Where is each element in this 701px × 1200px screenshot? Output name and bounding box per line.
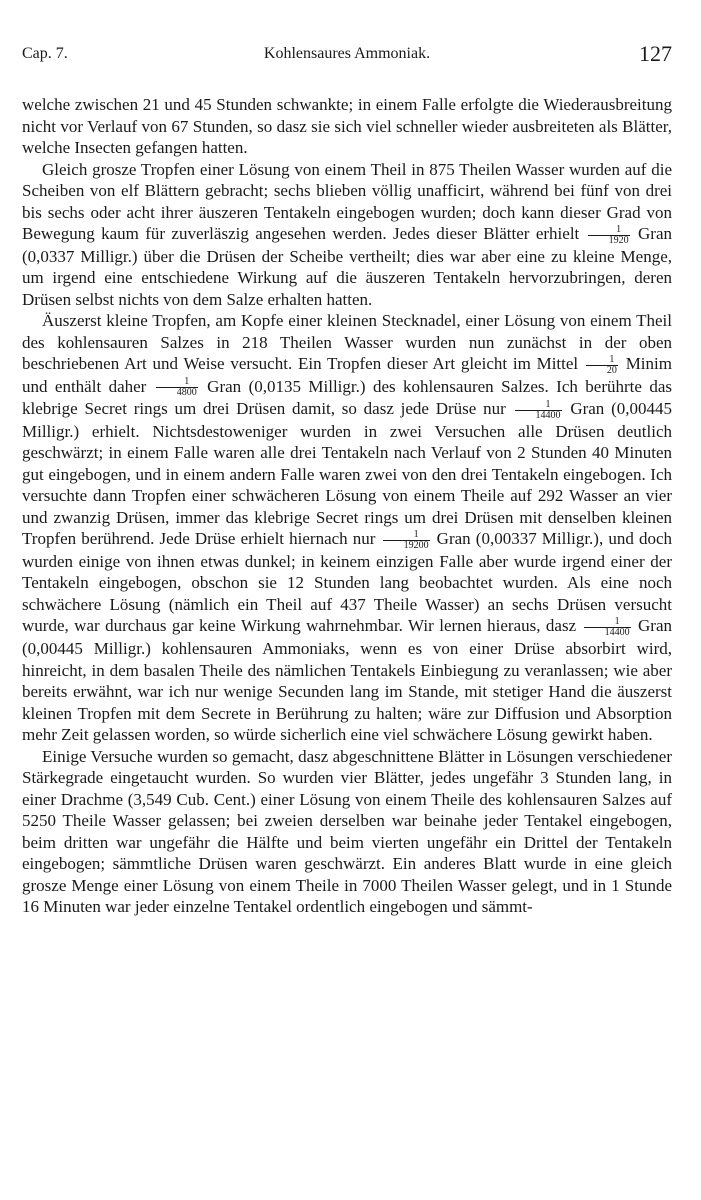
text-run: Gran (0,00445 Milligr.) kohlensauren Ammoniaks, wenn es von einer Drüse absorbirt wird, hinreicht, in dem basalen Theile des nämlichen Tentakels Einbiegung zu veranlassen; wie aber bereits erwähnt, war ich nur wenige Secunden lang im Stande, mit stetiger Hand die äuszerst kleinen Tropfen mit dem Secrete in Berührung zu halten; wäre zur Diffusion und Absorption mehr Zeit gelassen worden, so würde sicherlich eine viel schwächere Lösung gewirkt haben. <box>22 616 672 745</box>
text-run: Gran (0,00445 Milligr.) erhielt. Nichtsdestoweniger wurden in zwei Versuchen alle Drüsen deutlich geschwärzt; in einem Falle waren alle drei Tentakeln nach Verlauf von 2 Stunden 40 Minuten gut eingebogen, und in einem andern Falle waren zwei von den drei Tentakeln eingebogen. Ich versuchte dann Tropfen einer schwächeren Lösung von einem Theile auf 292 Wasser an vier und zwanzig Drüsen, immer das klebrige Secret rings um drei Drüsen mit denselben kleinen Tropfen berührend. Jede Drüse erhielt hiernach nur <box>22 399 672 549</box>
fraction-denominator: 14400 <box>535 409 561 421</box>
page-number: 127 <box>639 41 672 66</box>
running-header <box>22 38 672 70</box>
fraction-numerator: 1 <box>515 400 562 411</box>
fraction-numerator: 1 <box>588 225 630 236</box>
fraction-denominator: 14400 <box>604 627 630 639</box>
paragraph <box>22 159 672 311</box>
text-run: Minim und enthält daher <box>22 354 672 396</box>
fraction-numerator: 1 <box>586 355 618 366</box>
paragraph <box>22 94 672 159</box>
chapter-label: Cap. 7. <box>22 45 68 62</box>
fraction-numerator: 1 <box>383 530 430 541</box>
text-run: Einige Versuche wurden so gemacht, dasz abgeschnittene Blätter in Lösungen verschiedener Stärkegrade eingetaucht wurden. So wurden vier Blätter, jedes ungefähr 3 Stunden lang, in einer Drachme (3,549 Cub. Cent.) einer Lösung von einem Theile des kohlensauren Salzes auf 5250 Theile Wasser gelassen; bei zweien derselben war beinahe jeder Tentakel eingebogen, beim dritten war ungefähr die Hälfte und beim vierten ungefähr ein Drittel der Tentakeln eingebogen; sämmtliche Drüsen waren geschwärzt. Ein anderes Blatt wurde in eine gleich grosze Menge einer Lösung von einem Theile in 7000 Theilen Wasser gelegt, und in 1 Stunde 16 Minuten war jeder einzelne Tentakel ordentlich eingebogen und sämmt- <box>22 746 672 917</box>
fraction <box>156 377 198 398</box>
text-run: Gran (0,0337 Milligr.) über die Drüsen der Scheibe vertheilt; dies war aber eine zu kleine Menge, um irgend eine entschiedene Wirkung auf die äuszeren Tentakeln hervorzubringen, deren Drüsen selbst nichts von dem Salze erhalten hatten. <box>22 224 673 309</box>
text-run: welche zwischen 21 und 45 Stunden schwankte; in einem Falle erfolgte die Wiederausbreitung nicht vor Verlauf von 67 Stunden, so dasz sie sich viel schneller wieder ausbreiteten als Blätter, welche Insecten gefangen hatten. <box>22 95 672 157</box>
text-run: Gleich grosze Tropfen einer Lösung von einem Theil in 875 Theilen Wasser wurden auf die Scheiben von elf Blättern gebracht; sechs blieben völlig unafficirt, während bei fünf von drei bis sechs oder acht ihrer äuszeren Tentakeln eingebogen wurden; doch kann dieser Grad von Bewegung kaum für zuverläszig angesehen werden. Jedes dieser Blätter erhielt <box>22 159 672 243</box>
fraction-denominator: 19200 <box>403 539 429 551</box>
fraction-denominator: 1920 <box>608 234 629 246</box>
running-title: Kohlensaures Ammoniak. <box>263 45 431 62</box>
paragraph <box>22 746 672 918</box>
text-run: Gran (0,0135 Milligr.) des kohlensauren Salzes. Ich berührte das klebrige Secret rings um drei Drüsen damit, so dasz jede Drüse nur <box>22 376 672 419</box>
paragraph <box>22 310 672 745</box>
book-page <box>22 38 672 918</box>
fraction <box>584 617 631 638</box>
fraction <box>383 530 430 551</box>
fraction <box>588 225 630 246</box>
fraction <box>515 400 562 421</box>
fraction-numerator: 1 <box>156 377 198 388</box>
body-text <box>22 94 672 918</box>
fraction <box>586 355 618 376</box>
fraction-denominator: 4800 <box>176 387 197 399</box>
fraction-numerator: 1 <box>584 617 631 628</box>
text-run: Gran (0,00337 Milligr.), und doch wurden einige von ihnen etwas dunkel; in keinem einzigen Falle aber wurde irgend einer der Tentakeln eingebogen, obschon sie 12 Stunden lang beobachtet wurden. Als eine noch schwächere Lösung (nämlich ein Theil auf 437 Theile Wasser) an sechs Drüsen versucht wurde, war durchaus gar keine Wirkung wahrnehmbar. Wir lernen hieraus, dasz <box>22 529 672 636</box>
fraction-denominator: 20 <box>606 364 617 376</box>
text-run: Äuszerst kleine Tropfen, am Kopfe einer kleinen Stecknadel, einer Lösung von einem Theil des kohlensauren Salzes in 218 Theilen Wasser wurden nun zunächst in der oben beschriebenen Art und Weise versucht. Ein Tropfen dieser Art gleicht im Mittel <box>22 311 672 374</box>
